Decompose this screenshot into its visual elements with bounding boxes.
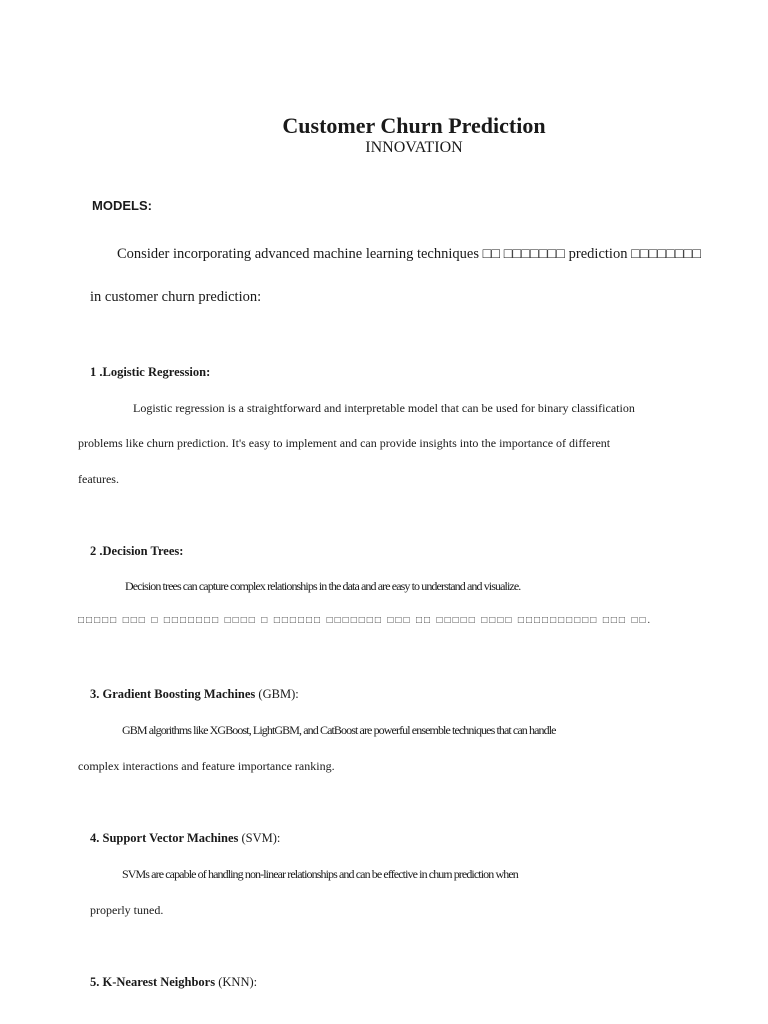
intro-line-2: in customer churn prediction: bbox=[90, 289, 262, 305]
model-heading-gbm bbox=[90, 687, 299, 702]
model-text-line: problems like churn prediction. It's easy to implement and can provide insights into the importance of different bbox=[78, 436, 611, 450]
model-heading-abbrev: (SVM): bbox=[241, 831, 281, 845]
model-heading-text: 3. Gradient Boosting Machines bbox=[90, 687, 256, 701]
model-heading-knn bbox=[90, 975, 257, 990]
model-heading-logistic-regression: 1 .Logistic Regression: bbox=[90, 365, 211, 379]
model-text-line: GBM algorithms like XGBoost, LightGBM, and CatBoost are powerful ensemble techniques that can handle bbox=[122, 723, 556, 737]
model-text-line: features. bbox=[78, 472, 119, 486]
document-title: Customer Churn Prediction bbox=[282, 113, 546, 138]
section-heading: MODELS: bbox=[92, 198, 152, 213]
model-text-line: Decision trees can capture complex relationships in the data and are easy to understand and visualize. bbox=[125, 579, 521, 593]
model-heading-abbrev: (GBM): bbox=[258, 687, 299, 701]
model-text-line: complex interactions and feature importance ranking. bbox=[78, 759, 335, 773]
model-text-line: SVMs are capable of handling non-linear relationships and can be effective in churn prediction when bbox=[122, 867, 518, 881]
model-text-line: Logistic regression is a straightforward and interpretable model that can be used for binary classification bbox=[133, 401, 635, 415]
model-heading-svm bbox=[90, 831, 280, 846]
intro-line-1: Consider incorporating advanced machine learning techniques □□ □□□□□□□ prediction □□□□□□□□ bbox=[117, 246, 702, 262]
model-heading-text: 4. Support Vector Machines bbox=[90, 831, 239, 845]
model-heading-text: 5. K-Nearest Neighbors bbox=[90, 975, 216, 989]
document-subtitle: INNOVATION bbox=[365, 139, 463, 156]
model-heading-decision-trees: 2 .Decision Trees: bbox=[90, 544, 184, 558]
model-heading-abbrev: (KNN): bbox=[218, 975, 258, 989]
model-text-line-unrendered: □□□□□ □□□ □ □□□□□□□ □□□□ □ □□□□□□ □□□□□□□ □□□ □□ □□□□□ □□□□ □□□□□□□□□□ □□□ □□. bbox=[78, 615, 653, 626]
model-text-line: properly tuned. bbox=[90, 903, 164, 917]
